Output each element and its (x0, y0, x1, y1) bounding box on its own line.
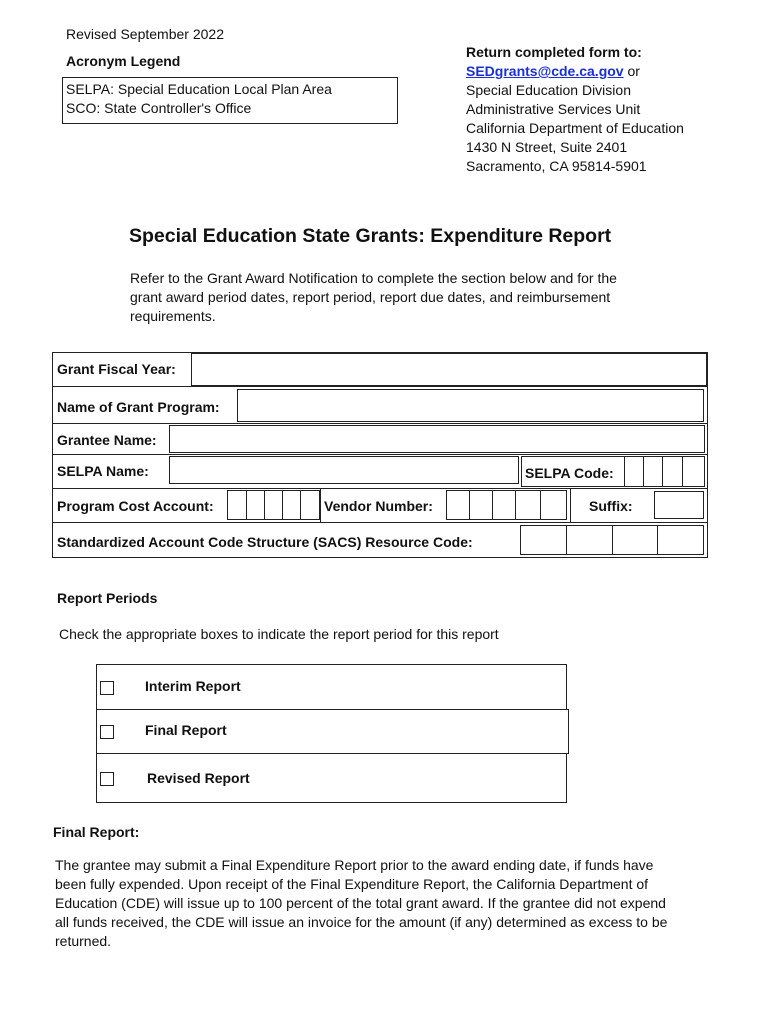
row-divider (53, 488, 707, 489)
pca-digit[interactable] (227, 490, 247, 520)
final-report-text (55, 856, 745, 951)
acronym-sco: SCO: State Controller's Office (66, 100, 252, 116)
return-line: 1430 N Street, Suite 2401 (466, 139, 628, 155)
selpa-code-digit[interactable] (662, 456, 683, 487)
cell-divider (570, 488, 571, 522)
pca-digit[interactable] (246, 490, 265, 520)
final-report-label: Final Report (145, 722, 227, 738)
final-report-line: been fully expended. Upon receipt of the Final Expenditure Report, the California Department of (55, 876, 649, 892)
vendor-number-label: Vendor Number: (324, 498, 433, 514)
return-line: California Department of Education (466, 120, 684, 136)
selpa-name-label: SELPA Name: (57, 463, 149, 479)
vendor-digit[interactable] (540, 490, 567, 520)
vendor-digit[interactable] (515, 490, 541, 520)
pca-digit[interactable] (264, 490, 283, 520)
report-periods-heading: Report Periods (57, 590, 158, 606)
return-line: Administrative Services Unit (466, 101, 641, 117)
page-title: Special Education State Grants: Expenditure Report (129, 225, 612, 247)
suffix-field[interactable] (654, 491, 704, 519)
grantee-name-field[interactable] (169, 425, 705, 453)
grant-fiscal-year-field[interactable] (191, 353, 707, 386)
sacs-digit[interactable] (566, 525, 613, 555)
interim-report-label: Interim Report (145, 678, 241, 694)
return-address (466, 43, 684, 176)
return-line: Special Education Division (466, 82, 631, 98)
grantee-name-label: Grantee Name: (57, 432, 157, 448)
revised-date: Revised September 2022 (66, 26, 224, 42)
sacs-label: Standardized Account Code Structure (SACS) Resource Code: (57, 534, 473, 550)
grant-program-label: Name of Grant Program: (57, 399, 220, 415)
vendor-digit[interactable] (492, 490, 516, 520)
grant-program-field[interactable] (237, 389, 704, 422)
final-report-line: all funds received, the CDE will issue an invoice for the amount (if any) determined as excess to be (55, 914, 668, 930)
intro-text (130, 269, 617, 326)
selpa-code-label: SELPA Code: (525, 465, 614, 481)
selpa-name-field[interactable] (169, 456, 519, 484)
return-title: Return completed form to: (466, 44, 642, 60)
intro-line: Refer to the Grant Award Notification to complete the section below and for the (130, 270, 617, 286)
pca-digit[interactable] (282, 490, 301, 520)
acronym-legend-title: Acronym Legend (66, 53, 181, 69)
final-report-checkbox[interactable] (100, 725, 114, 739)
selpa-code-digit[interactable] (682, 456, 705, 487)
sacs-digit[interactable] (520, 525, 567, 555)
program-cost-account-label: Program Cost Account: (57, 498, 214, 514)
revised-report-label: Revised Report (147, 770, 250, 786)
final-report-line: returned. (55, 933, 112, 949)
suffix-label: Suffix: (589, 498, 633, 514)
report-periods-instruction: Check the appropriate boxes to indicate the report period for this report (59, 626, 499, 642)
sacs-digit[interactable] (657, 525, 704, 555)
final-report-heading: Final Report: (53, 824, 140, 840)
grant-fiscal-year-label: Grant Fiscal Year: (57, 361, 176, 377)
intro-line: requirements. (130, 308, 216, 324)
revised-report-checkbox[interactable] (100, 772, 114, 786)
row-divider (53, 454, 707, 455)
acronym-legend-box (62, 77, 398, 124)
selpa-code-digit[interactable] (624, 456, 644, 487)
intro-line: grant award period dates, report period, report due dates, and reimbursement (130, 289, 611, 305)
row-divider (53, 522, 707, 523)
row-divider (53, 386, 707, 387)
vendor-digit[interactable] (469, 490, 493, 520)
vendor-digit[interactable] (446, 490, 470, 520)
interim-report-checkbox[interactable] (100, 681, 114, 695)
final-report-line: The grantee may submit a Final Expenditure Report prior to the award ending date, if funds have (55, 857, 654, 873)
return-email-link[interactable]: SEDgrants@cde.ca.gov (466, 63, 624, 79)
cell-divider (320, 488, 321, 522)
acronym-selpa: SELPA: Special Education Local Plan Area (66, 81, 332, 97)
selpa-code-digit[interactable] (643, 456, 663, 487)
return-or: or (623, 63, 640, 79)
return-line: Sacramento, CA 95814-5901 (466, 158, 647, 174)
sacs-digit[interactable] (612, 525, 658, 555)
final-report-line: Education (CDE) will issue up to 100 percent of the total grant award. If the grantee did not expend (55, 895, 666, 911)
row-divider (53, 423, 707, 424)
pca-digit[interactable] (300, 490, 320, 520)
